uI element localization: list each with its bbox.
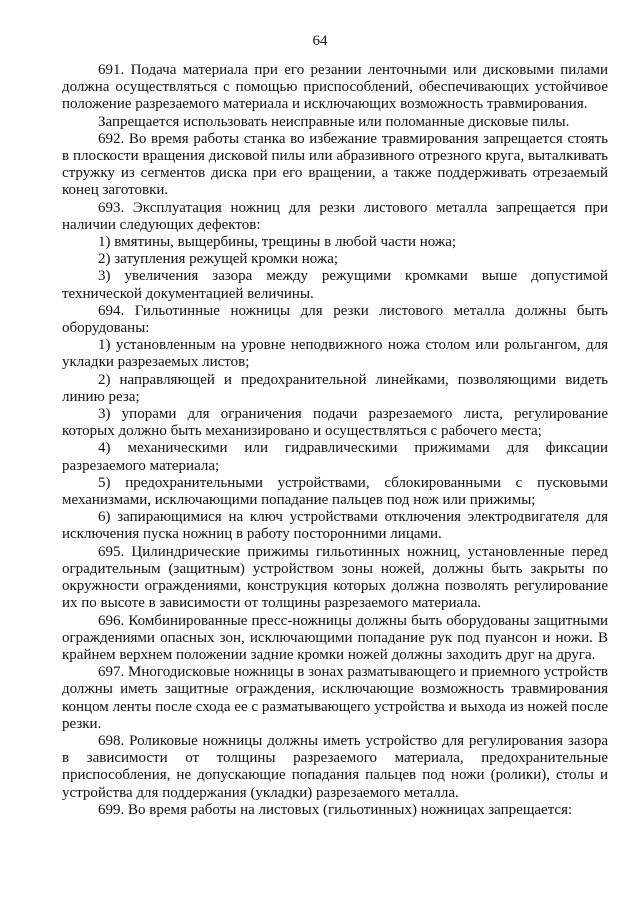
list-item-693-3: 3) увеличения зазора между режущими кромками выше допустимой технической документацией величины.: [62, 268, 608, 302]
list-item-694-5: 5) предохранительными устройствами, сблокированными с пусковыми механизмами, исключающими попадание пальцев под нож или прижимы;: [62, 474, 608, 509]
paragraph-697: 697. Многодисковые ножницы в зонах разматывающего и приемного устройств должны иметь защитные ограждения, исключающие возможность травмирования концом ленты после схода ее с разматывающего устройства и выхода из ножей после резки.: [62, 664, 608, 732]
list-item-694-2: 2) направляющей и предохранительной линейками, позволяющими видеть линию реза;: [62, 371, 608, 405]
list-item-694-3: 3) упорами для ограничения подачи разрезаемого листа, регулирование которых должно быть механизировано и осуществляться с рабочего места;: [62, 406, 608, 440]
page-number: 64: [312, 33, 328, 49]
paragraph-694: 694. Гильотинные ножницы для резки листового металла должны быть оборудованы:: [62, 302, 608, 337]
paragraph-693: 693. Эксплуатация ножниц для резки листового металла запрещается при наличии следующих дефектов:: [62, 199, 608, 233]
paragraph-699: 699. Во время работы на листовых (гильотинных) ножницах запрещается:: [98, 801, 573, 818]
list-item-693-2: 2) затупления режущей кромки ножа;: [98, 251, 339, 268]
list-item-694-4: 4) механическими или гидравлическими прижимами для фиксации разрезаемого материала;: [62, 440, 608, 474]
list-item-694-1: 1) установленным на уровне неподвижного ножа столом или рольгангом, для укладки разрезаемых листов;: [62, 337, 608, 371]
list-item-693-1: 1) вмятины, выщербины, трещины в любой части ножа;: [98, 234, 457, 251]
paragraph-691: 691. Подача материала при его резании ленточными или дисковыми пилами должна осуществляться с помощью приспособлений, обеспечивающих устойчивое положение разрезаемого материала и исключающих возможность травмирования.: [62, 62, 608, 113]
paragraph-691-note: Запрещается использовать неисправные или поломанные дисковые пилы.: [98, 113, 570, 130]
paragraph-695: 695. Цилиндрические прижимы гильотинных ножниц, установленные перед оградительным (защитным) устройством зоны ножей, должны быть закрыты по окружности ограждениями, конструкция которых должна позволять регулирование их по высоте в зависимости от толщины разрезаемого материала.: [62, 543, 608, 612]
paragraph-696: 696. Комбинированные пресс-ножницы должны быть оборудованы защитными ограждениями опасных зон, исключающими попадание рук под пуансон и ножи. В крайнем верхнем положении задние кромки ножей должны заходить друг на друга.: [62, 612, 608, 663]
paragraph-698: 698. Роликовые ножницы должны иметь устройство для регулирования зазора в зависимости от толщины разрезаемого материала, предохранительные приспособления, не допускающие попадания пальцев под ножи (ролики), столы и устройства для поддержания (укладки) разрезаемого металла.: [62, 732, 608, 801]
document-body: [62, 62, 608, 819]
list-item-694-6: 6) запирающимися на ключ устройствами отключения электродвигателя для исключения пуска ножниц в работу посторонними лицами.: [62, 509, 608, 543]
paragraph-692: 692. Во время работы станка во избежание травмирования запрещается стоять в плоскости вращения дисковой пилы или абразивного отрезного круга, выталкивать стружку из сегментов диска при его вращении, а также поддерживать отрезаемый конец заготовки.: [62, 130, 608, 199]
